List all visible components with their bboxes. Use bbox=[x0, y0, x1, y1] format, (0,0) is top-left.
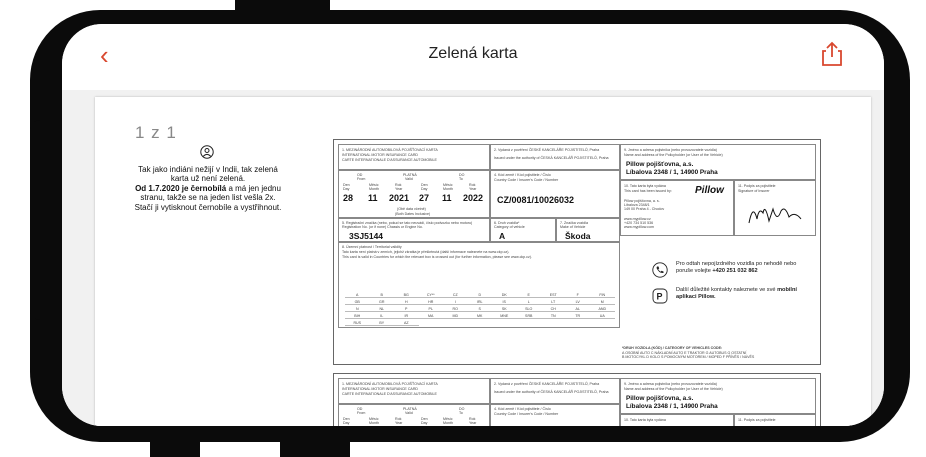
country-cell: I bbox=[443, 300, 468, 305]
country-cell: LT bbox=[541, 300, 566, 305]
card-number-box: 4. Kód země / Kód pojistitele / Číslo Country Code / Insurer's Code / Number CZ/0081/10026032 bbox=[490, 170, 620, 218]
country-cell: LV bbox=[566, 300, 591, 305]
country-cell: CH bbox=[541, 307, 566, 312]
holder-address: Líbalova 2348 / 1, 14900 Praha bbox=[626, 403, 718, 410]
country-cell: RO bbox=[443, 307, 468, 312]
bottom-button-right bbox=[280, 440, 350, 457]
country-cell: HR bbox=[419, 300, 444, 305]
country-cell: M bbox=[590, 300, 615, 305]
country-cell: RUS bbox=[345, 321, 370, 326]
country-cell: GR bbox=[370, 300, 395, 305]
to-year: 2022 bbox=[463, 193, 484, 203]
country-cell: H bbox=[394, 300, 419, 305]
top-button bbox=[235, 0, 330, 14]
green-card: 1. MEZINÁRODNÍ AUTOMOBILOVÁ POJIŠŤOVACÍ KARTA INTERNATIONAL MOTOR INSURANCE CARD CARTE INTERNATIONALE D'ASSURANCE AUTOMOBILE 2. Vydaná z pověření ČESKÉ KANCELÁŘE POJISTITELŮ, Praha Issued under the authority of ČESKÁ KANCELÁŘ POJISTITELŮ, Praha OD PLATNÁ DO From Valid To Den Měsíc Rok Den Měsíc Rok Day Month Year Day Month Year 28 11 2021 27 11 2022 (Obě data včetně) (Both Dates Inclusive) 4. Kód země / Kód pojistitele / Číslo Country Code / Insurer's Code / Number CZ/0081/10026032 5. Registrační značka (nebo, pokud se tato neuvádí, číslo podvozku nebo motoru) Registration No. (or if none) Chassis or Engine No. 3SJ5144 6. Druh vozidla* Category of vehicle A 7. Značka vozidla Make of Vehicle Škoda 8. Územní platnost / Territorial validity Tato karta není platná v zemích, jejichž zkratka je přeškrtnutá (další informace naleznete na www.ckp.cz). This card is valid in Countries for which the relevant box is crossed out (for further information, please see www.ckp.cz). A B BG CY** CZ D DK E EST F FIN GB GR H HR I IRL IS L LT LV M N NL P PL RO S SK SLO CH AL AND BIH IL IR MA MD MK MNE SRB TN TR UA RUS BY AZ 9. Jméno a adresa pojistníka (nebo provozovatele vozidla) Name and address of the Policyholder (or User of the Vehicle) Pillow pojišťovna, a.s. Líbalova 2348 / 1, 14900 Praha 10. Tato karta byla vydána This card has been issued by: Pillow Pillow pojišťovna, a. s. Líbalova 2348/1 149 00 Praha 4 - Chodov www.mypillow.cz +420 734 510 536 www.mypillow.com 11. Podpis za pojistitele Signature of Insurer Pro odtah nepojízdného vozidla po nehodě nebo poruše volejte +420 251 032 862 P Další důležité kontakty naleznete ve své mobilní aplikaci Pillow. *DRUH VOZIDLA (KÓD) / CATEGORY OF VEHICLES CODE: A OSOBNÍ AUTO C NÁKLADNÍ AUTO E TRAKTOR G AUTOBUS G OSTATNÍ B MOTOCYKL D KOLO S POMOCNÝM MOTOREM / MOPED F PŘÍVĚS / NÁVĚS bbox=[333, 139, 821, 365]
country-cell: MNE bbox=[492, 314, 517, 319]
card-number-box: 4. Kód země / Kód pojistitele / Číslo Country Code / Insurer's Code / Number bbox=[490, 404, 620, 426]
registration-number: 3SJ5144 bbox=[349, 231, 384, 241]
make-box: 7. Značka vozidla Make of Vehicle Škoda bbox=[556, 218, 620, 242]
country-cell: PL bbox=[419, 307, 444, 312]
from-month: 11 bbox=[368, 193, 378, 203]
issuer-box: 2. Vydaná z pověření ČESKÉ KANCELÁŘE POJISTITELŮ, Praha Issued under the authority of ČESKÁ KANCELÁŘ POJISTITELŮ, Praha bbox=[490, 378, 620, 404]
nav-bar bbox=[62, 24, 884, 90]
country-cell: EST bbox=[541, 293, 566, 298]
phone-icon bbox=[652, 262, 668, 283]
svg-text:P: P bbox=[656, 291, 663, 302]
user-icon bbox=[200, 145, 214, 164]
country-cell: SLO bbox=[517, 307, 542, 312]
from-year: 2021 bbox=[389, 193, 410, 203]
app-icon bbox=[652, 288, 668, 309]
holder-box: 9. Jméno a adresa pojistníka (nebo provozovatele vozidla) Name and address of the Policyholder (or User of the Vehicle) Pillow pojišťovna, a.s. Líbalova 2348 / 1, 14900 Praha bbox=[620, 378, 816, 414]
card-number: CZ/0081/10026032 bbox=[497, 195, 575, 205]
territory-box: 8. Územní platnost / Territorial validity Tato karta není platná v zemích, jejichž zkratka je přeškrtnutá (další informace naleznete na www.ckp.cz). This card is valid in Countries for which the relevant box is crossed out (for further information, please see www.ckp.cz). A B BG CY** CZ D DK E EST F FIN GB GR H HR I IRL IS L LT LV M N NL P PL RO S SK SLO CH AL AND BIH IL IR MA MD MK MNE SRB TN TR UA RUS BY AZ bbox=[338, 242, 620, 328]
pillow-logo: Pillow bbox=[695, 185, 724, 196]
country-cell: FIN bbox=[590, 293, 615, 298]
towing-help-text: Pro odtah nepojízdného vozidla po nehodě nebo poruše volejte +420 251 032 862 bbox=[676, 261, 797, 274]
registration-box: 5. Registrační značka (nebo, pokud se tato neuvádí, číslo podvozku nebo motoru) Registration No. (or if none) Chassis or Engine No. 3SJ5144 bbox=[338, 218, 490, 242]
page-title: Zelená karta bbox=[428, 45, 518, 62]
document-page bbox=[95, 97, 871, 426]
country-cell: DK bbox=[492, 293, 517, 298]
country-cell: IS bbox=[492, 300, 517, 305]
validity-box: OD PLATNÁ DO From Valid To Den Měsíc Rok Den Měsíc Rok Day Month Year Day Month Year 28 11 2021 27 11 2022 (Obě data včetně) (Both Dates Inclusive) bbox=[338, 170, 490, 218]
country-cell: AL bbox=[566, 307, 591, 312]
to-day: 27 bbox=[419, 193, 430, 203]
validity-box: OD PLATNÁ DO From Valid To Den Měsíc Rok Den Měsíc Rok Day Month Year Day Month Year bbox=[338, 404, 490, 426]
signature-box: 11. Podpis za pojistitele bbox=[734, 414, 816, 426]
holder-name: Pillow pojišťovna, a.s. bbox=[626, 161, 694, 168]
to-month: 11 bbox=[442, 193, 452, 203]
from-day: 28 bbox=[343, 193, 354, 203]
country-cell: UA bbox=[590, 314, 615, 319]
back-button[interactable]: ‹ bbox=[100, 40, 109, 70]
country-cell: AND bbox=[590, 307, 615, 312]
country-cell: B bbox=[370, 293, 395, 298]
page-counter: 1 z 1 bbox=[135, 123, 177, 142]
bottom-button-left bbox=[150, 440, 200, 457]
note-text: Tak jako indiáni nežijí v Indii, tak zelená karta už není zelená. Od 1.7.2020 je černobílá a má jen jednu stranu, takže se na jeden list vešla 2x. Stačí ji vytisknout černobíle a vystřihnout. bbox=[134, 165, 282, 212]
country-cell: BY bbox=[370, 321, 395, 326]
vehicle-make: Škoda bbox=[565, 231, 591, 241]
country-cell: CZ bbox=[443, 293, 468, 298]
country-cell: MK bbox=[468, 314, 493, 319]
country-cell: D bbox=[468, 293, 493, 298]
holder-box: 9. Jméno a adresa pojistníka (nebo provozovatele vozidla) Name and address of the Policyholder (or User of the Vehicle) Pillow pojišťovna, a.s. Líbalova 2348 / 1, 14900 Praha bbox=[620, 144, 816, 180]
country-cell: SRB bbox=[517, 314, 542, 319]
country-cell: AZ bbox=[394, 321, 419, 326]
country-cell: TR bbox=[566, 314, 591, 319]
country-cell: F bbox=[566, 293, 591, 298]
country-grid bbox=[345, 293, 615, 325]
country-cell: BG bbox=[394, 293, 419, 298]
country-cell: IR bbox=[394, 314, 419, 319]
screen bbox=[62, 24, 884, 426]
country-cell: GB bbox=[345, 300, 370, 305]
holder-address: Líbalova 2348 / 1, 14900 Praha bbox=[626, 169, 718, 176]
share-icon[interactable] bbox=[820, 41, 844, 67]
country-cell: TN bbox=[541, 314, 566, 319]
country-cell: BIH bbox=[345, 314, 370, 319]
document-viewer[interactable] bbox=[62, 90, 884, 426]
country-cell: S bbox=[468, 307, 493, 312]
signature bbox=[743, 199, 807, 231]
vehicle-category: A bbox=[499, 231, 506, 241]
card-header-box: 1. MEZINÁRODNÍ AUTOMOBILOVÁ POJIŠŤOVACÍ KARTA INTERNATIONAL MOTOR INSURANCE CARD CARTE INTERNATIONALE D'ASSURANCE AUTOMOBILE bbox=[338, 144, 490, 170]
country-cell: NL bbox=[370, 307, 395, 312]
issuer-box: 2. Vydaná z pověření ČESKÉ KANCELÁŘE POJISTITELŮ, Praha Issued under the authority of ČESKÁ KANCELÁŘ POJISTITELŮ, Praha bbox=[490, 144, 620, 170]
issued-by-box: 10. Tato karta byla vydána This card has been issued by: Pillow Pillow pojišťovna, a. s. Líbalova 2348/1 149 00 Praha 4 - Chodov www.mypillow.cz +420 734 510 536 www.mypillow.com bbox=[620, 180, 734, 236]
app-help-text: Další důležité kontakty naleznete ve své mobilní aplikaci Pillow. bbox=[676, 287, 797, 300]
country-cell: CY** bbox=[419, 293, 444, 298]
card-header-box: 1. MEZINÁRODNÍ AUTOMOBILOVÁ POJIŠŤOVACÍ KARTA INTERNATIONAL MOTOR INSURANCE CARD CARTE INTERNATIONALE D'ASSURANCE AUTOMOBILE bbox=[338, 378, 490, 404]
country-cell: A bbox=[345, 293, 370, 298]
signature-box: 11. Podpis za pojistitele Signature of Insurer bbox=[734, 180, 816, 236]
country-cell: E bbox=[517, 293, 542, 298]
country-cell: IL bbox=[370, 314, 395, 319]
category-box: 6. Druh vozidla* Category of vehicle A bbox=[490, 218, 556, 242]
country-cell: MA bbox=[419, 314, 444, 319]
green-card-copy bbox=[333, 373, 821, 426]
country-cell: MD bbox=[443, 314, 468, 319]
country-cell: SK bbox=[492, 307, 517, 312]
issued-by-box: 10. Tato karta byla vydána bbox=[620, 414, 734, 426]
holder-name: Pillow pojišťovna, a.s. bbox=[626, 395, 694, 402]
country-cell: IRL bbox=[468, 300, 493, 305]
country-cell: N bbox=[345, 307, 370, 312]
country-cell: L bbox=[517, 300, 542, 305]
country-cell: P bbox=[394, 307, 419, 312]
